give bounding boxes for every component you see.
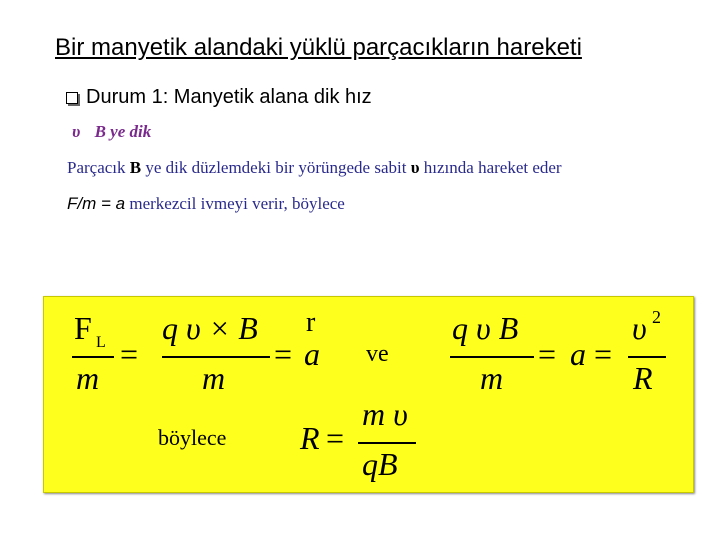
boylece-label: böylece — [158, 425, 227, 450]
r-label: r — [306, 307, 316, 338]
line3-end: hızında hareket eder — [423, 158, 562, 177]
eq2-rhs-numerator: υ — [632, 310, 647, 346]
velocity-symbol: υ — [72, 122, 81, 141]
bullet-item — [66, 86, 372, 109]
eq1-mid-numerator: q υ × B — [162, 310, 258, 346]
acceleration-line — [67, 194, 345, 214]
line4-math: F/m = a — [67, 194, 126, 213]
eq3-denominator: qB — [362, 446, 398, 482]
ve-label: ve — [366, 341, 389, 367]
eq2-rhs-superscript: 2 — [652, 307, 661, 327]
eq3-equals: = — [326, 420, 345, 456]
eq2-denominator: m — [480, 360, 504, 396]
eq2-equals-1: = — [538, 336, 557, 372]
eq3-numerator: m υ — [362, 396, 408, 432]
slide-title: Bir manyetik alandaki yüklü parçacıkların hareketi — [55, 34, 582, 61]
description-line — [67, 158, 562, 178]
line3-suffix: ye dik düzlemdeki bir yörüngede sabit — [145, 158, 407, 177]
line3-bold-b: B — [129, 158, 142, 177]
eq1-equals-2: = — [274, 336, 293, 372]
eq1-rhs: a — [304, 336, 320, 372]
line4-text: merkezcil ivmeyi verir, böylece — [129, 194, 345, 213]
eq1-mid-denominator: m — [202, 360, 226, 396]
equation-panel — [43, 296, 694, 493]
eq2-mid: a — [570, 336, 586, 372]
line3-symbol: υ — [410, 158, 420, 177]
eq1-subscript: L — [96, 334, 106, 351]
equations-svg — [44, 297, 693, 492]
eq2-rhs-denominator: R — [633, 360, 653, 396]
eq2-numerator: q υ B — [452, 310, 519, 346]
eq3-lhs: R — [300, 420, 320, 456]
eq1-numerator: F — [74, 310, 92, 346]
condition-text: B ye dik — [94, 122, 152, 141]
checkbox-bullet-icon — [66, 92, 78, 104]
line3-prefix: Parçacık — [67, 158, 126, 177]
condition-line — [72, 122, 151, 142]
eq1-denominator: m — [76, 360, 100, 396]
eq2-equals-2: = — [594, 336, 613, 372]
bullet-label: Durum 1: Manyetik alana dik hız — [86, 86, 372, 108]
eq1-equals-1: = — [120, 336, 139, 372]
